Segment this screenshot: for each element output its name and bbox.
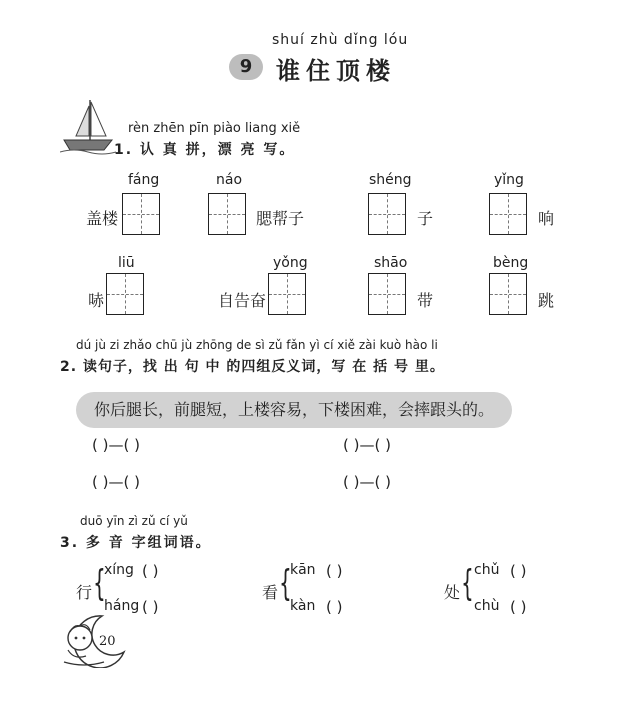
word-after-sheng: 子 [417, 209, 434, 228]
brace-xing: { [93, 563, 106, 604]
blank-hang[interactable]: ( ) [142, 598, 159, 616]
page-number: 20 [99, 634, 116, 649]
reading-xing: xíng [104, 562, 134, 578]
blank-xing[interactable]: ( ) [142, 562, 159, 580]
word-before-liu: 哧 [88, 291, 105, 310]
word-before-yong: 自告奋 [218, 291, 267, 310]
reading-kan4: kàn [290, 598, 316, 614]
pinyin-shao: shāo [374, 255, 408, 271]
pinyin-sheng: shéng [369, 172, 412, 188]
word-after-beng: 跳 [538, 291, 555, 310]
word-after-ying: 响 [538, 209, 555, 228]
writing-grid-yong[interactable] [268, 273, 306, 315]
polyphone-char-chu: 处 [444, 583, 461, 602]
antonym-pair-2[interactable]: ( )—( ) [343, 436, 391, 454]
writing-grid-beng[interactable] [489, 273, 527, 315]
writing-grid-ying[interactable] [489, 193, 527, 235]
reading-hang: háng [104, 598, 140, 614]
brace-chu: { [461, 563, 474, 604]
pinyin-fang: fáng [128, 172, 160, 188]
writing-grid-sheng[interactable] [368, 193, 406, 235]
pinyin-yong: yǒng [273, 255, 308, 271]
title-pinyin: shuí zhù dǐng lóu [272, 32, 409, 48]
word-after-nao: 腮帮子 [256, 209, 305, 228]
blank-kan1[interactable]: ( ) [326, 562, 343, 580]
polyphone-char-xing: 行 [76, 583, 93, 602]
reading-kan1: kān [290, 562, 316, 578]
task2-label: 2. 读句子，找 出 句 中 的四组反义词，写 在 括 号 里。 [60, 359, 445, 375]
antonym-pair-4[interactable]: ( )—( ) [343, 473, 391, 491]
task3-label: 3. 多 音 字组词语。 [60, 535, 212, 551]
writing-grid-liu[interactable] [106, 273, 144, 315]
lesson-number-badge: 9 [229, 54, 263, 80]
blank-chu4[interactable]: ( ) [510, 598, 527, 616]
reading-chu3: chǔ [474, 562, 500, 578]
pinyin-ying: yǐng [494, 172, 524, 188]
task1-pinyin: rèn zhēn pīn piào liang xiě [128, 121, 301, 136]
antonym-pair-3[interactable]: ( )—( ) [92, 473, 140, 491]
word-before-fang: 盖楼 [86, 209, 119, 228]
polyphone-char-kan: 看 [262, 583, 279, 602]
task3-pinyin: duō yīn zì zǔ cí yǔ [80, 514, 188, 528]
blank-chu3[interactable]: ( ) [510, 562, 527, 580]
reading-chu4: chù [474, 598, 500, 614]
pinyin-liu: liū [118, 255, 135, 271]
writing-grid-shao[interactable] [368, 273, 406, 315]
moon-sheep-icon [58, 612, 128, 668]
pinyin-beng: bèng [493, 255, 529, 271]
writing-grid-nao[interactable] [208, 193, 246, 235]
antonym-pair-1[interactable]: ( )—( ) [92, 436, 140, 454]
sailboat-icon [60, 96, 116, 156]
task2-pinyin: dú jù zi zhǎo chū jù zhōng de sì zǔ fǎn yì cí xiě zài kuò hào li [76, 338, 438, 352]
pinyin-nao: náo [216, 172, 243, 188]
page-title: 谁住顶楼 [276, 56, 396, 85]
writing-grid-fang[interactable] [122, 193, 160, 235]
task1-label: 1. 认 真 拼，漂 亮 写。 [114, 142, 296, 158]
word-after-shao: 带 [417, 291, 434, 310]
sentence-box: 你后腿长，前腿短，上楼容易，下楼困难，会摔跟头的。 [76, 392, 512, 428]
blank-kan4[interactable]: ( ) [326, 598, 343, 616]
brace-kan: { [279, 563, 292, 604]
